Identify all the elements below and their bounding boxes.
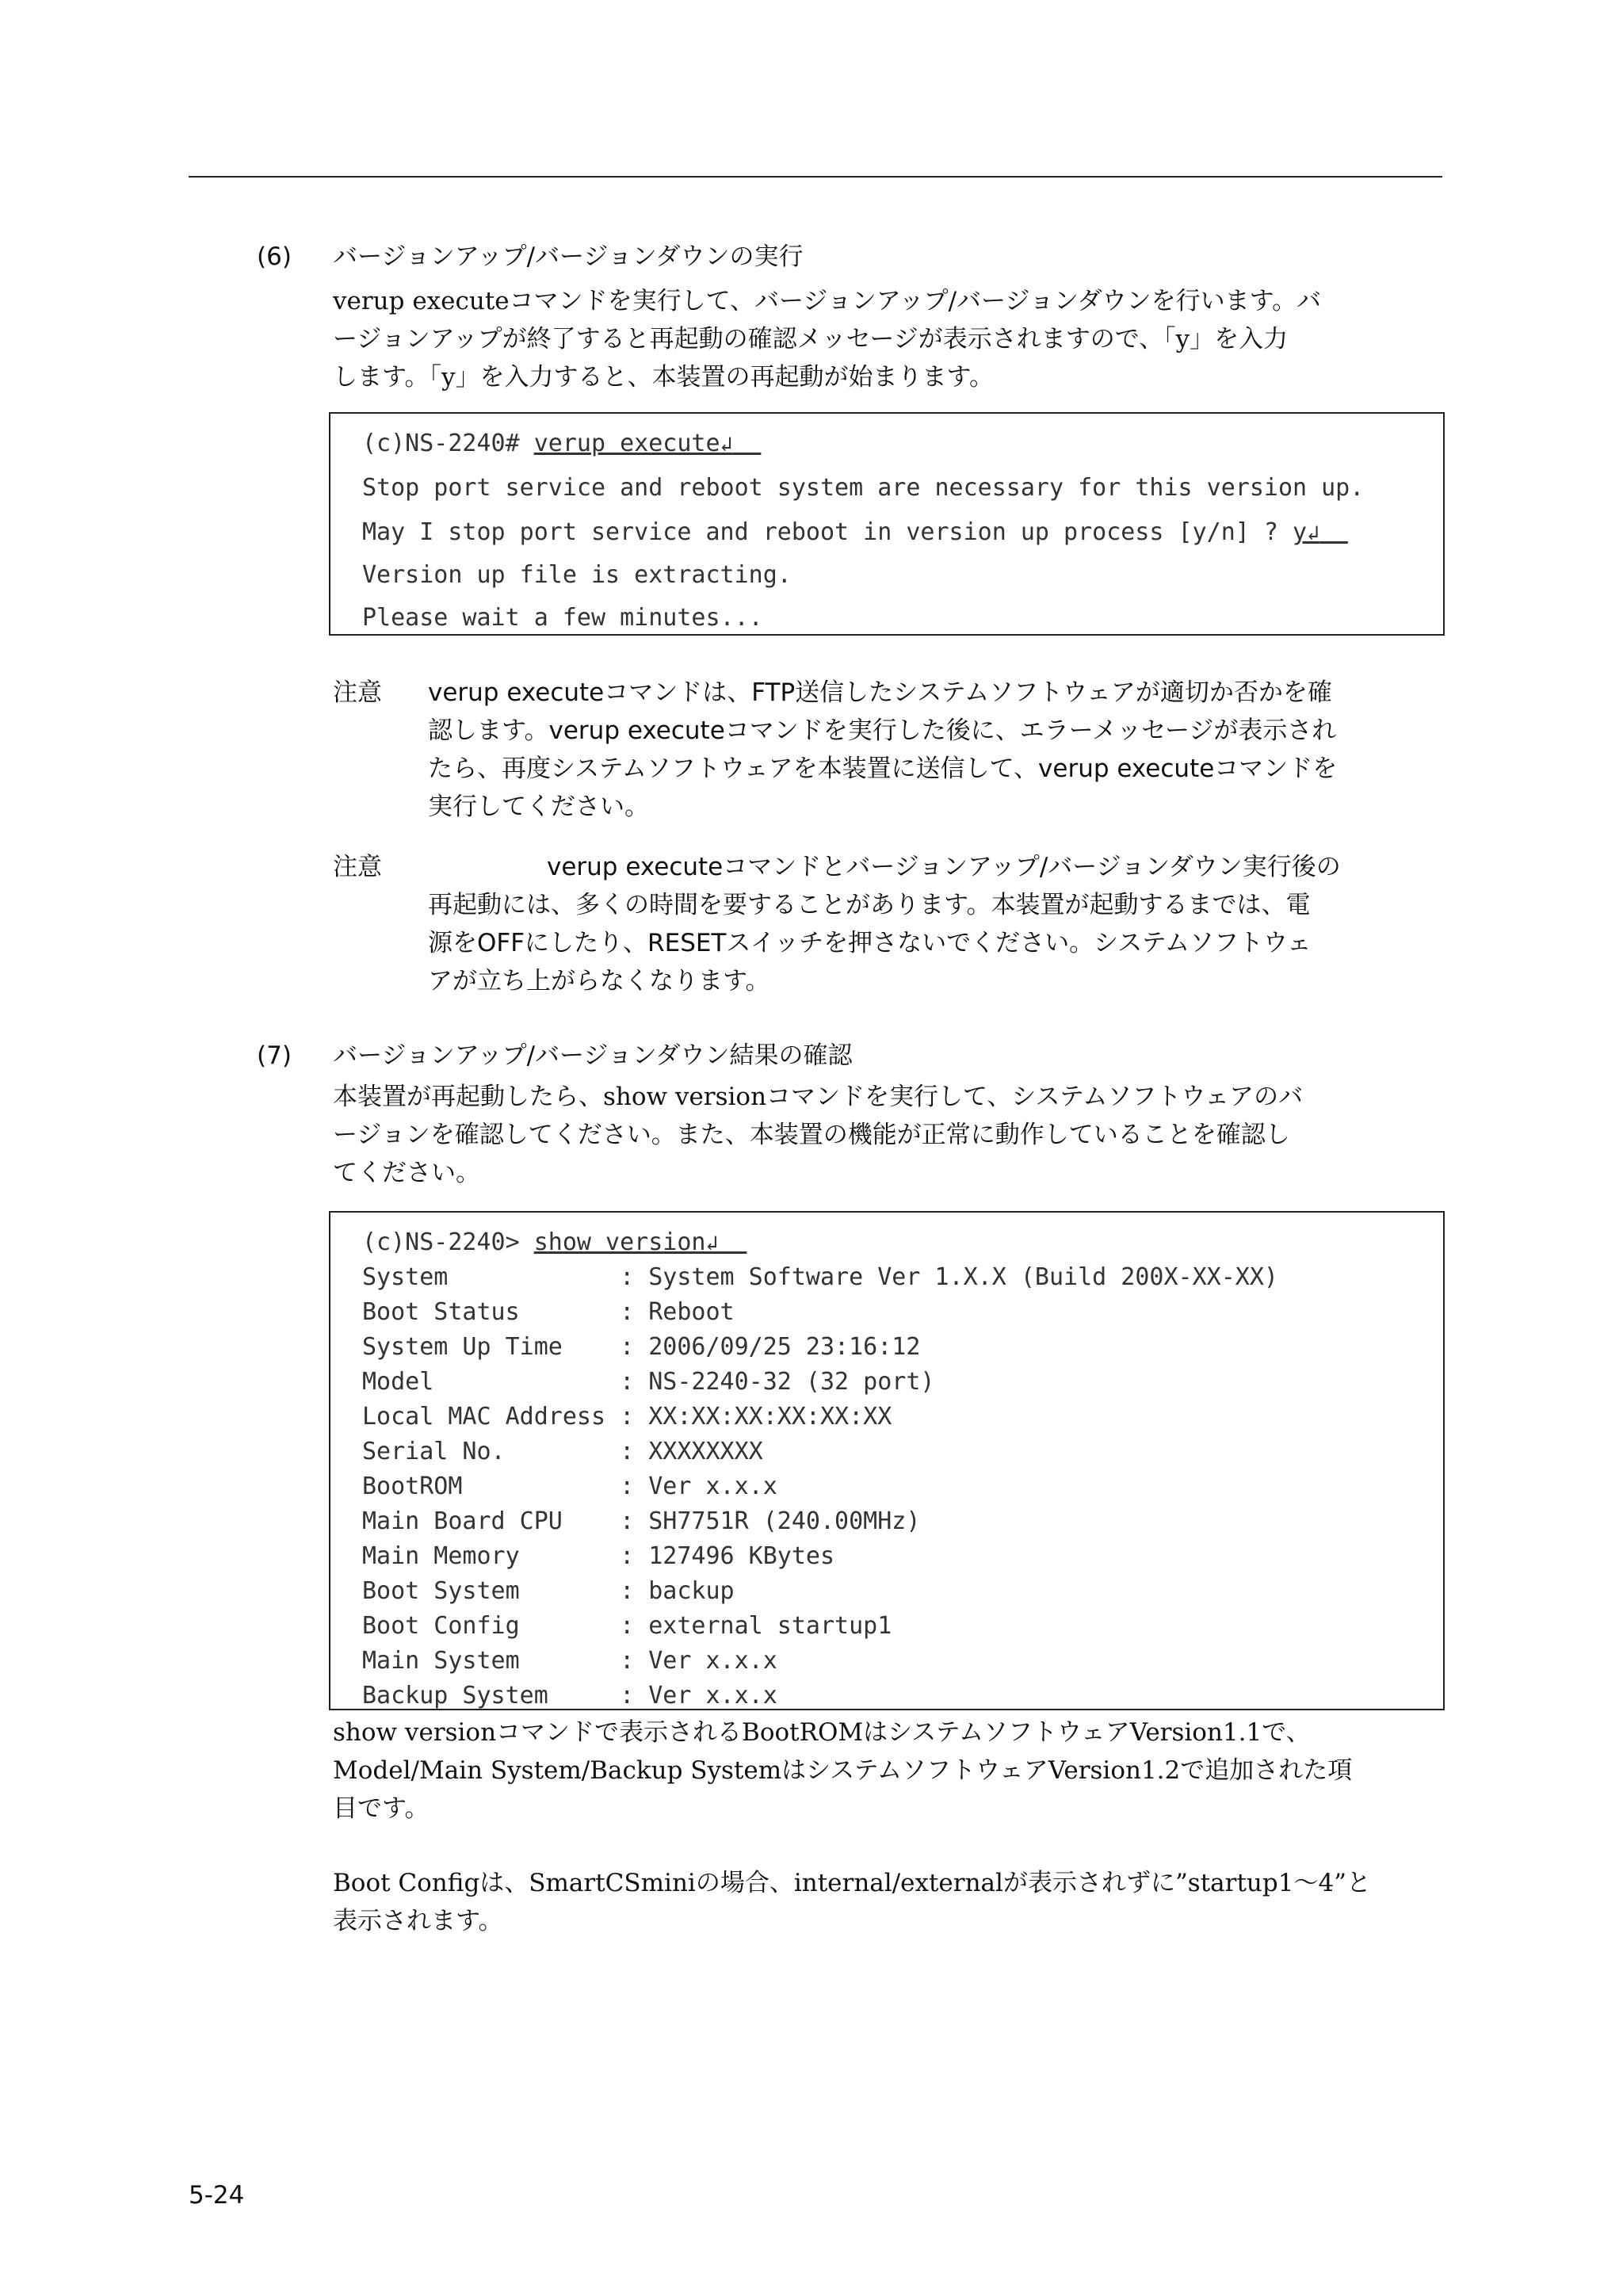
terminal-verup bbox=[329, 412, 1445, 636]
section-7-title: バージョンアップ/バージョンダウン結果の確認 bbox=[333, 1041, 853, 1070]
section-7-paragraph-2 bbox=[333, 1713, 1442, 1828]
return-icon: ↲ bbox=[705, 1232, 719, 1255]
note-line: たら、再度システムソフトウェアを本装置に送信して、verup executeコマンドを bbox=[428, 755, 1338, 783]
terminal-row: Main Board CPU : SH7751R (240.00MHz) bbox=[362, 1507, 921, 1535]
section-6-number: (6) bbox=[257, 243, 292, 271]
terminal-prompt: (c)NS-2240# bbox=[362, 430, 534, 457]
note-line: 実行してください。 bbox=[428, 793, 649, 821]
paragraph-line: Model/Main System/Backup SystemはシステムソフトウェアVersion1.2で追加された項 bbox=[333, 1756, 1353, 1785]
paragraph-line: 表示されます。 bbox=[333, 1907, 503, 1935]
paragraph-line: てください。 bbox=[333, 1159, 480, 1187]
terminal-line: May I stop port service and reboot in version up process [y/n] ? y↲ bbox=[362, 518, 1348, 546]
terminal-row: BootROM : Ver x.x.x bbox=[362, 1473, 777, 1500]
return-icon: ↲ bbox=[720, 433, 733, 457]
terminal-answer: y↲ bbox=[1293, 518, 1319, 546]
terminal-line bbox=[362, 1228, 747, 1256]
section-7-paragraph bbox=[333, 1078, 1442, 1192]
paragraph-line: ージョンを確認してください。また、本装置の機能が正常に動作していることを確認し bbox=[333, 1121, 1290, 1149]
paragraph-line: show versionコマンドで表示されるBootROMはシステムソフトウェアVersion1.1で、 bbox=[333, 1718, 1311, 1747]
terminal-row: Serial No. : XXXXXXXX bbox=[362, 1438, 763, 1465]
terminal-row: Boot Config : external startup1 bbox=[362, 1612, 892, 1640]
note-line: 認します。verup executeコマンドを実行した後に、エラーメッセージが表示され bbox=[428, 716, 1337, 745]
terminal-row: Backup System : Ver x.x.x bbox=[362, 1682, 777, 1710]
terminal-line bbox=[362, 430, 761, 457]
terminal-line: Please wait a few minutes... bbox=[362, 604, 763, 632]
terminal-show-version bbox=[329, 1211, 1445, 1710]
terminal-row: System Up Time : 2006/09/25 23:16:12 bbox=[362, 1333, 921, 1361]
terminal-row: Main System : Ver x.x.x bbox=[362, 1647, 777, 1675]
terminal-line: Version up file is extracting. bbox=[362, 561, 792, 589]
note-label: 注意 bbox=[333, 678, 382, 707]
page-number: 5-24 bbox=[189, 2181, 245, 2210]
paragraph-line: します。「y」を入力すると、本装置の再起動が始まります。 bbox=[333, 363, 995, 392]
return-icon: ↲ bbox=[1307, 521, 1319, 545]
note-line: verup executeコマンドは、FTP送信したシステムソフトウェアが適切か否かを確 bbox=[428, 678, 1332, 707]
terminal-command: show version↲ bbox=[533, 1228, 719, 1256]
paragraph-line: 目です。 bbox=[333, 1794, 430, 1823]
paragraph-line: ージョンアップが終了すると再起動の確認メッセージが表示されますので、「y」を入力 bbox=[333, 325, 1289, 353]
terminal-row: Main Memory : 127496 KBytes bbox=[362, 1542, 835, 1570]
section-6-paragraph bbox=[333, 282, 1442, 396]
header-rule bbox=[189, 176, 1442, 178]
section-7-paragraph-3 bbox=[333, 1864, 1442, 1940]
terminal-line: Stop port service and reboot system are necessary for this version up. bbox=[362, 474, 1365, 502]
note-line: 源をOFFにしたり、RESETスイッチを押さないでください。システムソフトウェ bbox=[428, 929, 1312, 957]
note-line: アが立ち上がらなくなります。 bbox=[428, 967, 770, 995]
section-7-number: (7) bbox=[257, 1041, 292, 1070]
paragraph-line: verup executeコマンドを実行して、バージョンアップ/バージョンダウンを行います。バ bbox=[333, 287, 1322, 315]
note-label: 注意 bbox=[333, 853, 382, 881]
terminal-row: System : System Software Ver 1.X.X (Build 200X-XX-XX) bbox=[362, 1263, 1278, 1291]
terminal-row: Local MAC Address : XX:XX:XX:XX:XX:XX bbox=[362, 1403, 892, 1431]
paragraph-line: 本装置が再起動したら、show versionコマンドを実行して、システムソフトウェアのバ bbox=[333, 1083, 1304, 1111]
note-line: verup executeコマンドとバージョンアップ/バージョンダウン実行後の bbox=[547, 853, 1341, 881]
terminal-row: Boot System : backup bbox=[362, 1577, 735, 1605]
terminal-row: Boot Status : Reboot bbox=[362, 1298, 735, 1326]
terminal-command: verup execute↲ bbox=[533, 430, 733, 457]
terminal-row: Model : NS-2240-32 (32 port) bbox=[362, 1368, 935, 1396]
paragraph-line: Boot Configは、SmartCSminiの場合、internal/externalが表示されずに”startup1～4”と bbox=[333, 1869, 1372, 1897]
note-line: 再起動には、多くの時間を要することがあります。本装置が起動するまでは、電 bbox=[428, 891, 1311, 919]
terminal-prompt: (c)NS-2240> bbox=[362, 1228, 534, 1256]
section-6-title: バージョンアップ/バージョンダウンの実行 bbox=[333, 243, 804, 271]
